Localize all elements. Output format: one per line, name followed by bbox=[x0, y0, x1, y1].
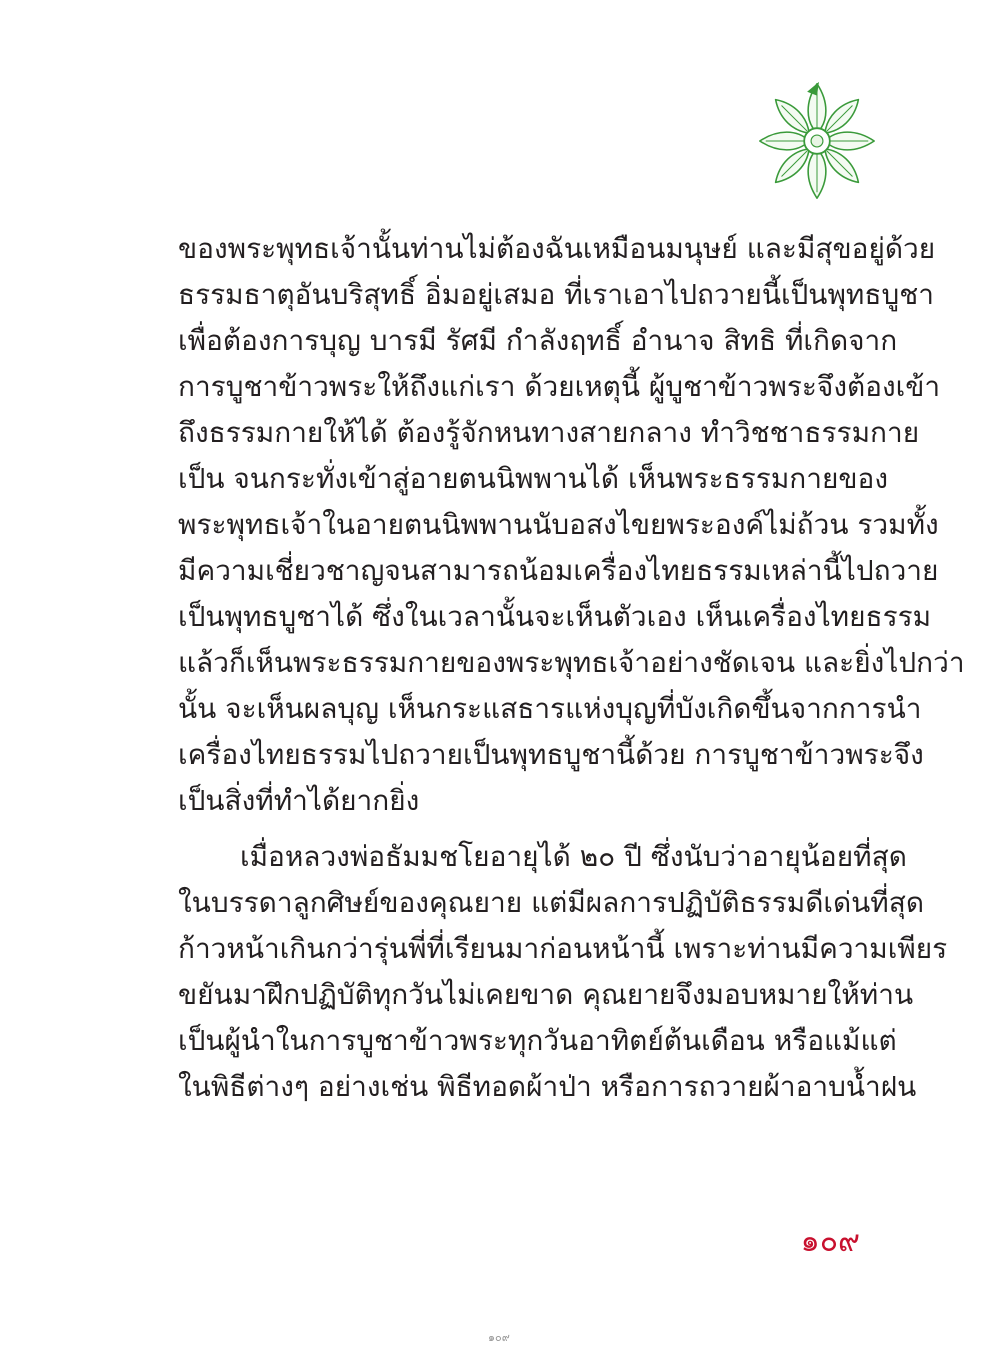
text-line: เป็นพุทธบูชาได้ ซึ่งในเวลานั้นจะเห็นตัวเอง เห็นเครื่องไทยธรรม bbox=[178, 600, 932, 633]
paragraph-2 bbox=[178, 834, 948, 1110]
text-line: ในบรรดาลูกศิษย์ของคุณยาย แต่มีผลการปฏิบัติธรรมดีเด่นที่สุด bbox=[178, 886, 925, 919]
lotus-flower-icon bbox=[748, 72, 886, 210]
text-line: ถึงธรรมกายให้ได้ ต้องรู้จักหนทางสายกลาง ทำวิชชาธรรมกาย bbox=[178, 416, 920, 449]
text-line: ธรรมธาตุอันบริสุทธิ์ อิ่มอยู่เสมอ ที่เราเอาไปถวายนี้เป็นพุทธบูชา bbox=[178, 278, 934, 311]
text-line: ในพิธีต่างๆ อย่างเช่น พิธีทอดผ้าป่า หรือการถวายผ้าอาบน้ำฝน bbox=[178, 1070, 917, 1103]
page-number: ๑๐๙ bbox=[800, 1224, 860, 1259]
body-text bbox=[178, 226, 965, 1110]
text-line: แล้วก็เห็นพระธรรมกายของพระพุทธเจ้าอย่างชัดเจน และยิ่งไปกว่า bbox=[178, 646, 965, 679]
paragraph-1 bbox=[178, 226, 965, 824]
text-line: พระพุทธเจ้าในอายตนนิพพานนับอสงไขยพระองค์ไม่ถ้วน รวมทั้ง bbox=[178, 508, 939, 541]
text-line: ก้าวหน้าเกินกว่ารุ่นพี่ที่เรียนมาก่อนหน้านี้ เพราะท่านมีความเพียร bbox=[178, 932, 948, 965]
text-line: ของพระพุทธเจ้านั้นท่านไม่ต้องฉันเหมือนมนุษย์ และมีสุขอยู่ด้วย bbox=[178, 232, 936, 265]
text-line: เพื่อต้องการบุญ บารมี รัศมี กำลังฤทธิ์ อำนาจ สิทธิ ที่เกิดจาก bbox=[178, 324, 898, 357]
footer-page-mark: ๑๐๙ bbox=[488, 1331, 510, 1344]
text-line: เป็นสิ่งที่ทำได้ยากยิ่ง bbox=[178, 784, 420, 817]
text-line: นั้น จะเห็นผลบุญ เห็นกระแสธารแห่งบุญที่บังเกิดขึ้นจากการนำ bbox=[178, 692, 922, 725]
text-line: เมื่อหลวงพ่อธัมมชโยอายุได้ ๒๐ ปี ซึ่งนับว่าอายุน้อยที่สุด bbox=[240, 840, 907, 873]
text-line: การบูชาข้าวพระให้ถึงแก่เรา ด้วยเหตุนี้ ผู้บูชาข้าวพระจึงต้องเข้า bbox=[178, 370, 941, 403]
text-line: เครื่องไทยธรรมไปถวายเป็นพุทธบูชานี้ด้วย การบูชาข้าวพระจึง bbox=[178, 738, 924, 771]
text-line: ขยันมาฝึกปฏิบัติทุกวันไม่เคยขาด คุณยายจึงมอบหมายให้ท่าน bbox=[178, 978, 914, 1011]
text-line: เป็นผู้นำในการบูชาข้าวพระทุกวันอาทิตย์ต้นเดือน หรือแม้แต่ bbox=[178, 1024, 897, 1057]
text-line: มีความเชี่ยวชาญจนสามารถน้อมเครื่องไทยธรรมเหล่านี้ไปถวาย bbox=[178, 554, 939, 587]
text-line: เป็น จนกระทั่งเข้าสู่อายตนนิพพานได้ เห็นพระธรรมกายของ bbox=[178, 462, 889, 495]
